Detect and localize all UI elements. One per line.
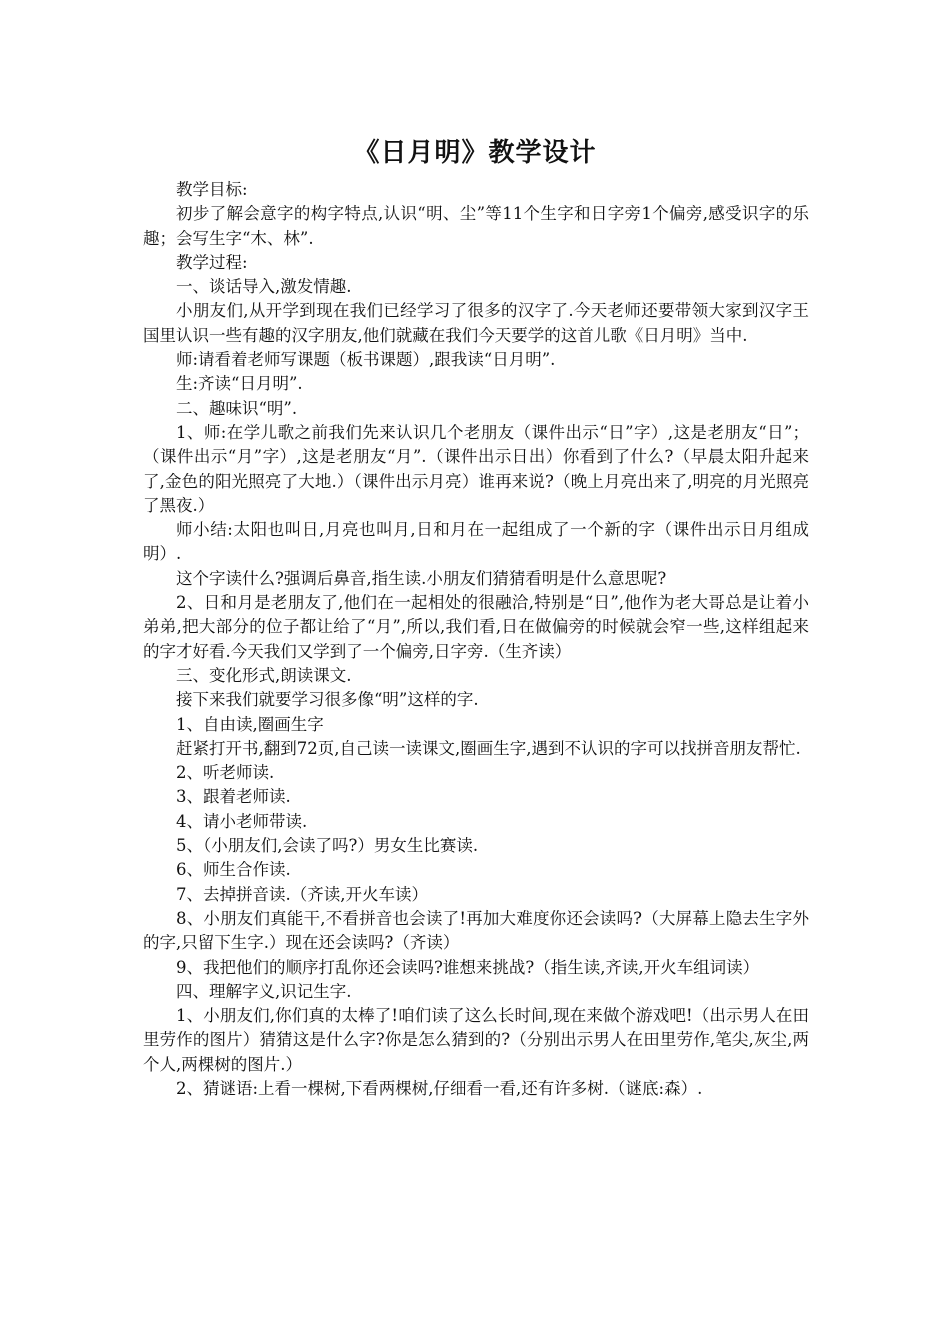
paragraph: 一、谈话导入,激发情趣.	[176, 277, 352, 297]
paragraph: 师小结:太阳也叫日,月亮也叫月,日和月在一起组成了一个新的字（课件出示日月组成明）.	[143, 520, 809, 564]
paragraph: 生:齐读“日月明”.	[176, 374, 303, 394]
paragraph: 2、听老师读.	[176, 763, 275, 783]
paragraph: 赶紧打开书,翻到72页,自己读一读课文,圈画生字,遇到不认识的字可以找拼音朋友帮忙.	[176, 738, 801, 758]
paragraph: 1、小朋友们,你们真的太棒了!咱们读了这么长时间,现在来做个游戏吧!（出示男人在田里劳作的图片）猜猜这是什么字?你是怎么猜到的?（分别出示男人在田里劳作,笔尖,灰尘,两个人,两棵树的图片.）	[143, 1006, 809, 1074]
paragraph: 师:请看着老师写课题（板书课题）,跟我读“日月明”.	[176, 350, 556, 370]
paragraph: 3、跟着老师读.	[176, 787, 291, 807]
paragraph: 7、去掉拼音读.（齐读,开火车读）	[176, 884, 428, 904]
paragraph: 四、理解字义,识记生字.	[176, 981, 352, 1001]
paragraph: 三、变化形式,朗读课文.	[176, 665, 352, 685]
paragraph: 6、师生合作读.	[176, 860, 291, 880]
paragraph: 5、（小朋友们,会读了吗?）男女生比赛读.	[176, 836, 479, 856]
paragraph: 2、猜谜语:上看一棵树,下看两棵树,仔细看一看,还有许多树.（谜底:森）.	[176, 1078, 703, 1098]
paragraph: 8、小朋友们真能干,不看拼音也会读了!再加大难度你还会读吗?（大屏幕上隐去生字外的字,只留下生字.）现在还会读吗?（齐读）	[143, 908, 809, 953]
paragraph: 教学目标:	[176, 180, 248, 199]
paragraph: 教学过程:	[176, 252, 248, 272]
paragraph: 2、日和月是老朋友了,他们在一起相处的很融洽,特别是“日”,他作为老大哥总是让着小弟弟,把大部分的位子都让给了“月”,所以,我们看,日在做偏旁的时候就会窄一些,这样组起来的字才好看.今天我们又学到了一个偏旁,日字旁.（生齐读）	[143, 593, 809, 661]
paragraph: 小朋友们,从开学到现在我们已经学习了很多的汉字了.今天老师还要带领大家到汉字王国里认识一些有趣的汉字朋友,他们就藏在我们今天要学的这首儿歌《日月明》当中.	[143, 301, 809, 345]
document-title: 《日月明》教学设计	[353, 138, 597, 168]
paragraph: 1、自由读,圈画生字	[176, 714, 324, 734]
paragraph: 9、我把他们的顺序打乱你还会读吗?谁想来挑战?（指生读,齐读,开火车组词读）	[176, 957, 760, 977]
paragraph: 1、师:在学儿歌之前我们先来认识几个老朋友（课件出示“日”字）,这是老朋友“日”；（课件出示“月”字）,这是老朋友“月”.（课件出示日出）你看到了什么?（早晨太阳升起来了,金色的阳光照亮了大地.）（课件出示月亮）谁再来说?（晚上月亮出来了,明亮的月光照亮了黑夜.）	[143, 422, 809, 515]
paragraph: 4、请小老师带读.	[176, 811, 308, 831]
paragraph: 接下来我们就要学习很多像“明”这样的字.	[176, 690, 479, 710]
paragraph: 初步了解会意字的构字特点,认识“明、尘”等11个生字和日字旁1个偏旁,感受识字的乐趣；会写生字“木、林”.	[143, 204, 809, 248]
paragraph: 二、趣味识“明”.	[176, 398, 298, 418]
document-body	[143, 178, 809, 1101]
paragraph: 这个字读什么?强调后鼻音,指生读.小朋友们猜猜看明是什么意思呢?	[176, 568, 667, 588]
